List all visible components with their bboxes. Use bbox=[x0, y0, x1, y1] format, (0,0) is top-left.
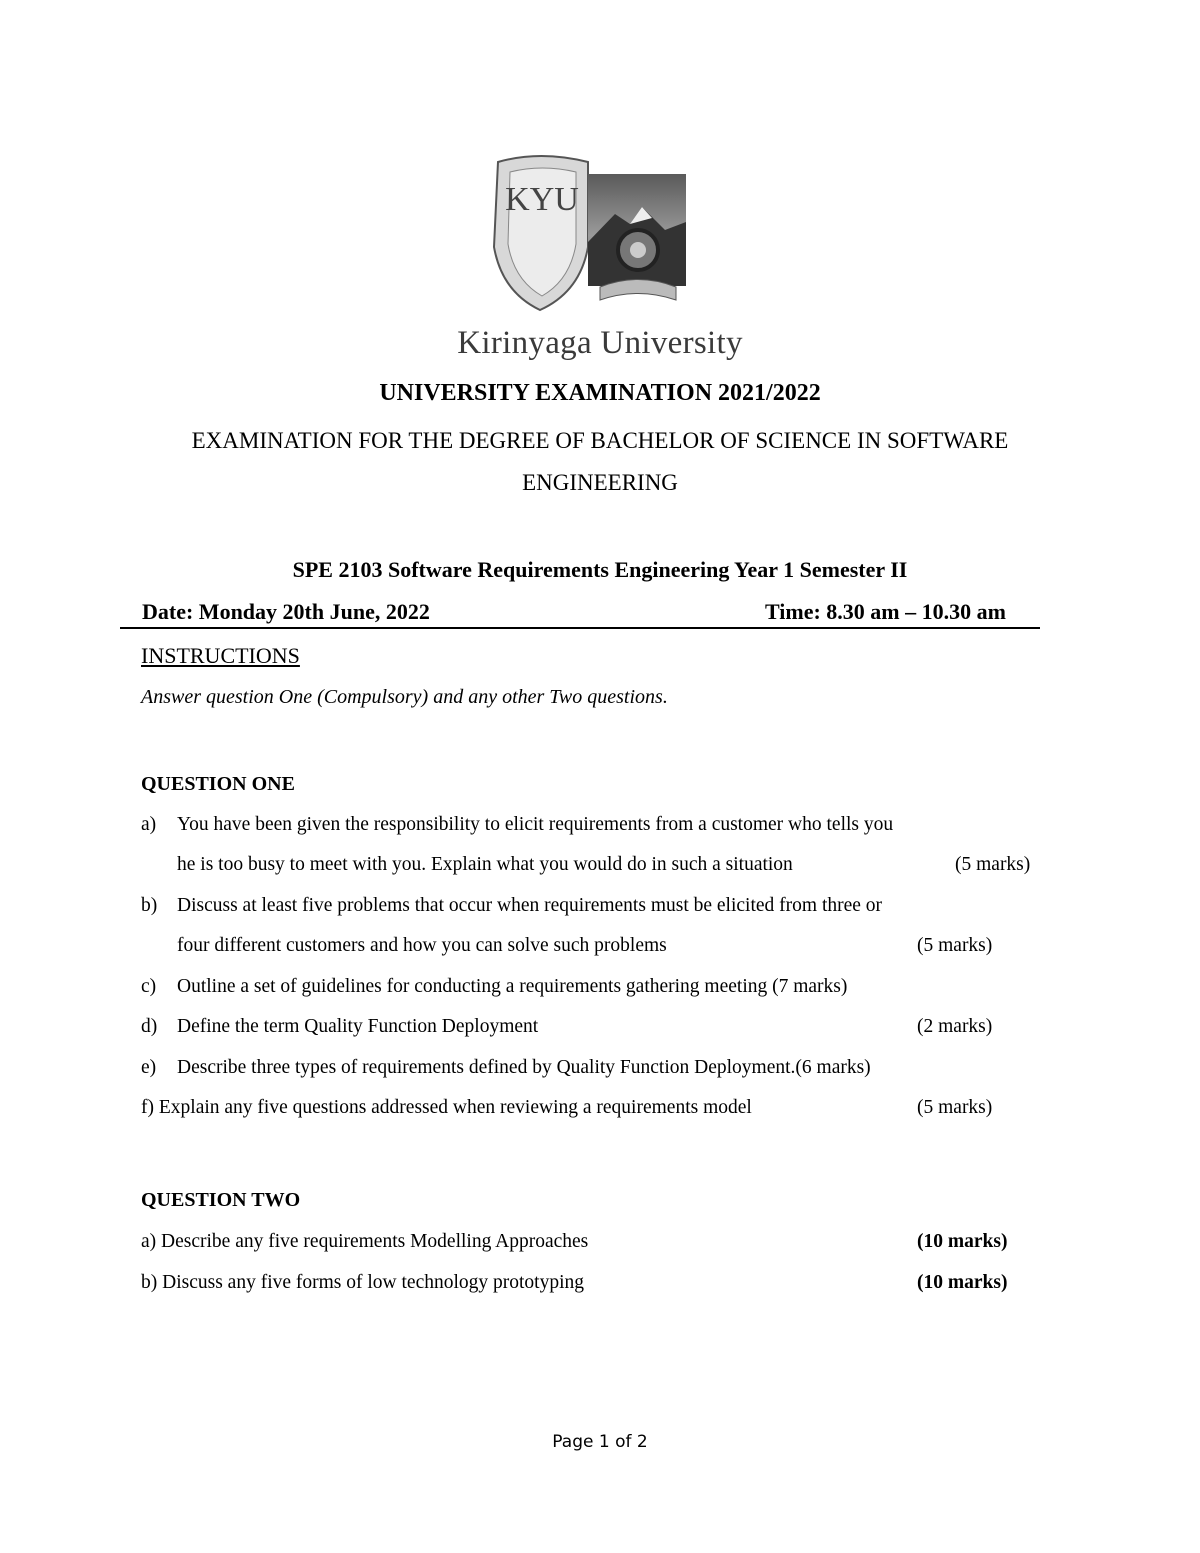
logo-crest-icon bbox=[480, 152, 700, 322]
question-two-b-text: b) Discuss any five forms of low technology prototyping bbox=[141, 1272, 585, 1293]
degree-title-line2: ENGINEERING bbox=[522, 470, 678, 495]
question-one-a-line1: You have been given the responsibility to elicit requirements from a customer who tells you bbox=[177, 814, 894, 835]
course-title: SPE 2103 Software Requirements Engineering Year 1 Semester II bbox=[292, 557, 908, 582]
question-one-b-marks: (5 marks) bbox=[917, 935, 993, 956]
question-one-b-line2: four different customers and how you can solve such problems bbox=[177, 935, 667, 956]
university-logo bbox=[480, 152, 700, 322]
question-two-a-text: a) Describe any five requirements Modelling Approaches bbox=[141, 1231, 589, 1252]
exam-title: UNIVERSITY EXAMINATION 2021/2022 bbox=[379, 380, 821, 406]
question-one-a-marks: (5 marks) bbox=[955, 854, 1031, 875]
question-one-f-marks: (5 marks) bbox=[917, 1097, 993, 1118]
instructions-text: Answer question One (Compulsory) and any other Two questions. bbox=[141, 686, 668, 708]
question-one-c-label: c) bbox=[141, 976, 157, 997]
question-one-e-label: e) bbox=[141, 1057, 157, 1078]
question-one-d-label: d) bbox=[141, 1016, 158, 1037]
question-two-heading: QUESTION TWO bbox=[141, 1189, 301, 1211]
question-one-heading: QUESTION ONE bbox=[141, 773, 295, 795]
logo-letter-k: KYU bbox=[505, 181, 579, 218]
question-one-d-marks: (2 marks) bbox=[917, 1016, 993, 1037]
page-number: Page 1 of 2 bbox=[552, 1432, 648, 1452]
degree-title-line1: EXAMINATION FOR THE DEGREE OF BACHELOR OF SCIENCE IN SOFTWARE bbox=[191, 428, 1009, 453]
date-time-row bbox=[120, 599, 1040, 629]
question-one-b-line1: Discuss at least five problems that occur when requirements must be elicited from three or bbox=[177, 895, 883, 916]
question-one-c-text: Outline a set of guidelines for conducting a requirements gathering meeting (7 marks) bbox=[177, 976, 848, 997]
question-one-a-line2: he is too busy to meet with you. Explain what you would do in such a situation bbox=[177, 854, 793, 875]
instructions-heading: INSTRUCTIONS bbox=[141, 643, 300, 668]
question-two-a-marks: (10 marks) bbox=[917, 1231, 1008, 1252]
university-name: Kirinyaga University bbox=[457, 325, 743, 361]
question-one-f-text: f) Explain any five questions addressed when reviewing a requirements model bbox=[141, 1097, 752, 1118]
question-one-e-text: Describe three types of requirements defined by Quality Function Deployment.(6 marks) bbox=[177, 1057, 871, 1078]
exam-date: Date: Monday 20th June, 2022 bbox=[142, 599, 430, 624]
question-one-d-text: Define the term Quality Function Deployment bbox=[177, 1016, 539, 1037]
question-one-b-label: b) bbox=[141, 895, 158, 916]
exam-time: Time: 8.30 am – 10.30 am bbox=[765, 599, 1006, 624]
question-one-a-label: a) bbox=[141, 814, 157, 835]
question-two-b-marks: (10 marks) bbox=[917, 1272, 1008, 1293]
